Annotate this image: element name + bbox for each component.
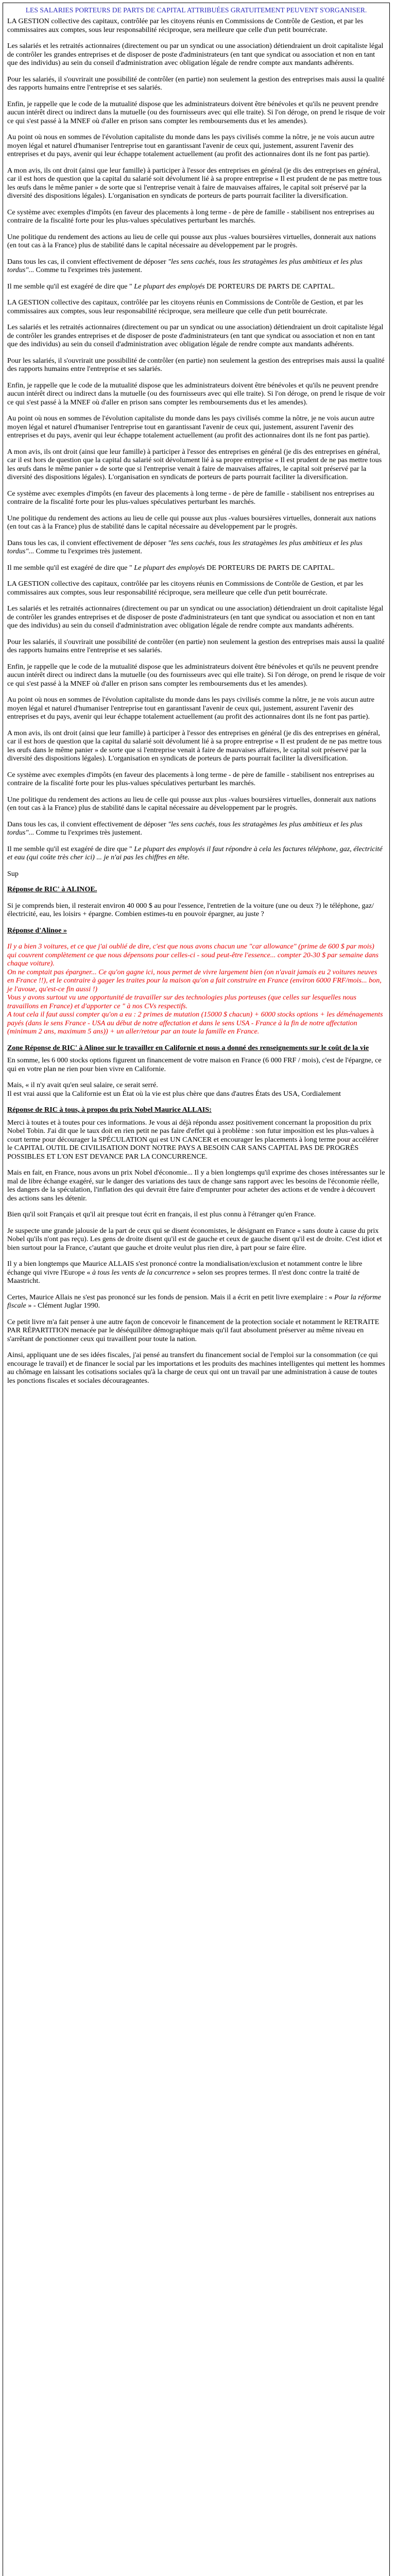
text-run: » - Clément Juglar 1990. — [26, 1301, 100, 1310]
paragraph: Ce système avec exemples d'impôts (en faveur des placements à long terme - de père de famille - stabilisent nos entreprises au contraire de la fiscalité forte pour les plus-values spéculatives perturbant les marchés. — [7, 770, 374, 787]
section-heading: Zone Réponse de RIC' à Alinoe sur le travailler en Californie et nous a donné des renseignements sur le coût de la vie — [7, 1043, 369, 1052]
paragraph: A mon avis, ils ont droit (ainsi que leur famille) à participer à l'essor des entreprises en général (je dis des entreprises en général, car il est hors de question que la capital du salarié soit dévolument lié à sa propre entreprise « Il est prudent de ne pas mettre tous les œufs dans le même panier » de sorte que si l'entreprise venait à faire de mauvaises affaires, le capital soit préservé par la diversité des dispositions légales). L'organisation en syndicats de porteurs de parts pourrait faciliter la diversification. — [7, 728, 382, 762]
paragraph: Au point où nous en sommes de l'évolution capitaliste du monde dans les pays civilisés comme la nôtre, je ne vois aucun autre moyen légal et naturel d'humaniser l'entreprise tout en garantissant l'avenir de ceux qui, justement, assurent l'avenir des entreprises et du pays, avenir qui leur échappe totalement actuellement (au profit des actionnaires dont ils ne font pas partie). — [7, 414, 374, 439]
answer-heading-text: Réponse de RIC' à ALINOE. — [7, 885, 97, 893]
paragraph: Enfin, je rappelle que le code de la mutualité dispose que les administrateurs doivent être bénévoles et qu'ils ne peuvent prendre aucun intérêt direct ou indirect dans la mutuelle (ou des fournisseurs avec qui elle traite). Si l'on déroge, on prend le risque de voir ce qui s'est passé à la MNEF où d'aller en prison sans compter les remboursements dus et les amendes). — [7, 99, 386, 125]
section-block-b — [7, 298, 385, 572]
paragraph: Au point où nous en sommes de l'évolution capitaliste du monde dans les pays civilisés comme la nôtre, je ne vois aucun autre moyen légal et naturel d'humaniser l'entreprise tout en garantissant l'avenir de ceux qui, justement, assurent l'avenir des entreprises et du pays, avenir qui leur échappe totalement actuellement (au profit des actionnaires dont ils ne font pas partie). — [7, 133, 374, 158]
paragraph — [7, 539, 385, 556]
paragraph: Ainsi, appliquant une de ses idées fiscales, j'ai pensé au transfert du financement social de l'emploi sur la consommation (ce qui encourage le travail) et de financer le social par les importations et les produits des machines intelligentes qui mettent les hommes au chômage en laissant les cotisations sociales qu'à la charge de ceux qui ont un travail par une administration à cause de toutes les ponctions fiscales et sociales décourageantes. — [7, 1351, 385, 1385]
paragraph: Les salariés et les retraités actionnaires (directement ou par un syndicat ou une association) détiendraient un droit capitaliste légal de contrôler les grandes entreprises et de disposer de poste d'administrateurs (en tant que syndicat ou association et non en tant que des individus) au sein du conseil d'administration avec obligation légale de rendre compte aux mandants adhérents. — [7, 323, 384, 348]
quote-italic: Le plupart des employés — [134, 563, 205, 572]
paragraph — [7, 282, 385, 291]
text-run: » selon ses propres termes. Il n'est donc contre la traité de Maastricht. — [7, 1268, 359, 1285]
paragraph: LA GESTION collective des capitaux, contrôlée par les citoyens réunis en Commissions de Contrôle de Gestion, et par les commissaires aux comptes, sous leur responsabilité réciproque, sera meilleure que celle d'un petit bourrécrate. — [7, 298, 364, 315]
text-run: Certes, Maurice Allais ne s'est pas prononcé sur les fonds de pension. Mais il a écrit en petit livre exemplaire : « — [7, 1293, 335, 1301]
paragraph: Pour les salariés, il s'ouvrirait une possibilité de contrôler (en partie) non seulement la gestion des entreprises mais aussi la qualité des rapports humains entre l'entreprise et ses salariés. — [7, 637, 385, 654]
section-allais — [7, 1106, 385, 1385]
quote-italic: "les sens cachés, tous les stratagèmes les plus ambitieux et les plus tordus" — [7, 538, 363, 555]
quote-italic: "les sens cachés, tous les stratagèmes les plus ambitieux et les plus tordus" — [7, 257, 363, 274]
quoted-reply — [7, 942, 385, 1036]
section-heading: Réponse de RIC à tous, à propos du prix Nobel Maurice ALLAIS: — [7, 1106, 212, 1114]
paragraph: LA GESTION collective des capitaux, contrôlée par les citoyens réunis en Commissions de Contrôle de Gestion, et par les commissaires aux comptes, sous leur responsabilité réciproque, sera meilleure que celle d'un petit bourrécrate. — [7, 17, 364, 34]
paragraph: Enfin, je rappelle que le code de la mutualité dispose que les administrateurs doivent être bénévoles et qu'ils ne peuvent prendre aucun intérêt direct ou indirect dans la mutuelle (ou des fournisseurs avec qui elle traite). Si l'on déroge, on prend le risque de voir ce qui s'est passé à la MNEF où d'aller en prison sans compter les remboursements dus et les amendes). — [7, 381, 386, 406]
reply-line: On ne comptait pas épargner... Ce qu'on gagne ici, nous permet de vivre largement bien (on n'avait jamais eu 2 voitures neuves en France !!), et le contraire à gager les traites pour la maison qu'on a fait construire en France (environ 6000 FRF/mois... bon, je l'avoue, qu'est-ce fin aussi !) — [7, 968, 382, 993]
text-run: Dans tous les cas, il convient effectivement de déposer — [7, 257, 168, 266]
quote-italic: à tous les vents de la concurrence — [92, 1268, 191, 1277]
quote-italic: Le plupart des employés — [134, 282, 205, 291]
paragraph: A mon avis, ils ont droit (ainsi que leur famille) à participer à l'essor des entreprises en général (je dis des entreprises en général, car il est hors de question que la capital du salarié soit dévolument lié à sa propre entreprise « Il est prudent de ne pas mettre tous les œufs dans le même panier » de sorte que si l'entreprise venait à faire de mauvaises affaires, le capital soit préservé par la diversité des dispositions légales). L'organisation en syndicats de porteurs de parts pourrait faciliter la diversification. — [7, 447, 382, 481]
paragraph — [7, 1293, 385, 1310]
paragraph: Les salariés et les retraités actionnaires (directement ou par un syndicat ou une association) détiendraient un droit capitaliste légal de contrôler les grandes entreprises et de disposer de poste d'administrateurs (en tant que syndicat ou association et non en tant que des individus) au sein du conseil d'administration avec obligation légale de rendre compte aux mandants adhérents. — [7, 604, 384, 630]
text-run: ... Comme tu l'exprimes très justement. — [28, 266, 142, 274]
text-run: ... Comme tu l'exprimes très justement. — [28, 547, 142, 555]
document-title: LES SALARIES PORTEURS DE PARTS DE CAPITAL ATTRIBUÉES GRATUITEMENT PEUVENT S'ORGANISER. — [25, 6, 367, 14]
paragraph: Ce système avec exemples d'impôts (en faveur des placements à long terme - de père de famille - stabilisent nos entreprises au contraire de la fiscalité forte pour les plus-values spéculatives perturbant les marchés. — [7, 208, 374, 225]
paragraph: Pour les salariés, il s'ouvrirait une possibilité de contrôler (en partie) non seulement la gestion des entreprises mais aussi la qualité des rapports humains entre l'entreprise et ses salariés. — [7, 75, 385, 92]
reply-line: Il y a bien 3 voitures, et ce que j'ai oublié de dire, c'est que nous avons chacun une "car allowance" (prime de 600 $ par mois) qui couvrent complètement ce que nous dépensons pour celles-ci - soud peut-être l'essence... compter 20-30 $ par semaine dans chaque voiture). — [7, 942, 379, 968]
paragraph: Enfin, je rappelle que le code de la mutualité dispose que les administrateurs doivent être bénévoles et qu'ils ne peuvent prendre aucun intérêt direct ou indirect dans la mutuelle (ou des fournisseurs avec qui elle traite). Si l'on déroge, on prend le risque de voir ce qui s'est passé à la MNEF où d'aller en prison sans compter les remboursements dus et les amendes). — [7, 662, 386, 688]
quote-italic: Le plupart des employés il faut répondre à cela les factures téléphone, gaz, électricité et eau (qui coûte très cher ici) ... je n'ai pas les chiffres en tête. — [7, 844, 383, 861]
paragraph — [7, 258, 385, 275]
text-run: Il me semble qu'il est exagéré de dire que " — [7, 844, 134, 853]
paragraph: Je suspecte une grande jalousie de la part de ceux qui se disent économistes, le désignant en France « sans doute à cause du prix Nobel qu'ils n'ont pas reçu). Les gens de droite disent qu'il est de gauche et ceux de gauche disent qu'il est de droite. C'est idiot et bien surtout pour la France, c'autant que gauche et droite veulut plus rien dire, à part pour se faire élire. — [7, 1226, 382, 1252]
paragraph — [7, 1260, 385, 1285]
paragraph: Merci à toutes et à toutes pour ces informations. Je vous ai déjà répondu assez positivement concernant la proposition du prix Nobel Tobin. J'ai dit que le taux doit en rien petit ne pas faire d'effet qui à problème : son futur imposition est les plus-values à court terme pour décourager la SPÉCULATION qui est UN CANCER et encourager les placements à long terme pour accélérer le CAPITAL OUTIL DE CIVILISATION DONT NOTRE PAYS A BESOIN CAR SANS CAPITAL PAS DE PROGRÈS POSSIBLES ET L'ON EST DEVANCE PAR LA CONCURRENCE. — [7, 1118, 379, 1161]
quote-italic: Pour la réforme fiscale — [7, 1293, 381, 1310]
reply-line: A tout cela il faut aussi compter qu'on a eu : 2 primes de mutation (15000 $ chacun) + 6000 stocks options + les déménagements payés (dans le sens France - USA au début de notre affectation et dans le sens USA - France à la fin de notre affectation (minimum 2 ans, maximum 5 ans)) + un aller/retour par an toute la famille en France. — [7, 1010, 383, 1036]
text-run: DE PORTEURS DE PARTS DE CAPITAL. — [204, 563, 335, 572]
paragraph: Ce petit livre m'a fait penser à une autre façon de concevoir le financement de la protection sociale et notamment le RETRAITE PAR RÉPARTITION menacée par le déséquilibre démographique mais qu'il faut absolument préserver au même niveau en s'arrêtant de ponctionner ceux qui travaillent pour toute la nation. — [7, 1317, 380, 1343]
paragraph — [7, 845, 385, 862]
text-run: DE PORTEURS DE PARTS DE CAPITAL. — [204, 282, 335, 291]
reply-line: Vous y avons surtout vu une opportunité de travailler sur des technologies plus porteuses (que celles sur lesquelles nous travaillons en France) et d'apporter ce " à nos CVs respectifs. — [7, 993, 356, 1010]
sub-heading — [7, 926, 385, 935]
text-run: Dans tous les cas, il convient effectivement de déposer — [7, 538, 168, 547]
text-run: Il y a bien longtemps que Maurice ALLAIS s'est prononcé contre la mondialisation/exclusion et notamment contre le libre échange qui vivre l'Europe « — [7, 1260, 363, 1277]
signature: Sup — [7, 869, 19, 878]
paragraph: Une politique du rendement des actions au lieu de celle qui pousse aux plus -values boursières virtuelles, donnerait aux nations (en tout cas à la France) plus de stabilité dans le capital nécessaire au développement par le progrès. — [7, 795, 376, 812]
answer-heading — [7, 885, 385, 894]
paragraph: Si je comprends bien, il resterait environ 40 000 $ au pour l'essence, l'entretien de la voiture (une ou deux ?) le téléphone, gaz/électricité, eau, les loisirs + épargne. Combien estimes-tu en pouvoir épargner, au juste ? — [7, 901, 374, 918]
paragraph: Il est vrai aussi que la Californie est un État où la vie est plus chère que dans d'autres États des USA, Cordialement — [7, 1089, 341, 1098]
text-run: ... Comme tu l'exprimes très justement. — [28, 828, 142, 837]
document-frame — [3, 3, 390, 2576]
paragraph: Bien qu'il soit Français et qu'il ait presque tout écrit en français, il est plus connu à l'étranger qu'en France. — [7, 1210, 316, 1218]
paragraph: Les salariés et les retraités actionnaires (directement ou par un syndicat ou une association) détiendraient un droit capitaliste légal de contrôler les grandes entreprises et de disposer de poste d'administrateurs (en tant que syndicat ou association et non en tant que des individus) au sein du conseil d'administration avec obligation légale de rendre compte aux mandants adhérents. — [7, 42, 384, 67]
section-answer — [7, 885, 385, 1036]
paragraph: Pour les salariés, il s'ouvrirait une possibilité de contrôler (en partie) non seulement la gestion des entreprises mais aussi la qualité des rapports humains entre l'entreprise et ses salariés. — [7, 356, 385, 373]
paragraph: Mais, « il n'y avait qu'en seul salaire, ce serait serré. — [7, 1081, 158, 1089]
text-run: Il me semble qu'il est exagéré de dire que " — [7, 282, 134, 291]
paragraph: LA GESTION collective des capitaux, contrôlée par les citoyens réunis en Commissions de Contrôle de Gestion, et par les commissaires aux comptes, sous leur responsabilité réciproque, sera meilleure que celle d'un petit bourrécrate. — [7, 580, 364, 597]
paragraph: Ce système avec exemples d'impôts (en faveur des placements à long terme - de père de famille - stabilisent nos entreprises au contraire de la fiscalité forte pour les plus-values spéculatives perturbant les marchés. — [7, 489, 374, 506]
paragraph: En somme, les 6 000 stocks options figurent un financement de votre maison en France (6 000 FRF / mois), c'est de l'épargne, ce qui en votre plan ne rien pour bien vivre en Californie. — [7, 1056, 382, 1073]
paragraph: Une politique du rendement des actions au lieu de celle qui pousse aux plus -values boursières virtuelles, donnerait aux nations (en tout cas à la France) plus de stabilité dans le capital nécessaire au développement par le progrès. — [7, 514, 376, 531]
section-block-c — [7, 580, 385, 878]
quote-italic: "les sens cachés, tous les stratagèmes les plus ambitieux et les plus tordus" — [7, 820, 363, 837]
paragraph: Une politique du rendement des actions au lieu de celle qui pousse aux plus -values boursières virtuelles, donnerait aux nations (en tout cas à la France) plus de stabilité dans le capital nécessaire au développement par le progrès. — [7, 232, 376, 249]
paragraph: A mon avis, ils ont droit (ainsi que leur famille) à participer à l'essor des entreprises en général (je dis des entreprises en général, car il est hors de question que la capital du salarié soit dévolument lié à sa propre entreprise « Il est prudent de ne pas mettre tous les œufs dans le même panier » de sorte que si l'entreprise venait à faire de mauvaises affaires, le capital soit préservé par la diversité des dispositions légales). L'organisation en syndicats de porteurs de parts pourrait faciliter la diversification. — [7, 166, 382, 200]
paragraph: Mais en fait, en France, nous avons un prix Nobel d'économie... Il y a bien longtemps qu'il exprime des choses intéressantes sur le mal de libre échange exagéré, sur le danger des variations des taux de change sans rapport avec les besoins de l'économie réelle, les dangers de la spéculation, l'inflation des qui devrait être faire d'emprunter pour acheter des actions et de vendre à découvert des actions sans les détenir. — [7, 1168, 385, 1202]
sub-heading-text: Réponse d'Alinoe » — [7, 926, 67, 935]
text-run: Il me semble qu'il est exagéré de dire que " — [7, 563, 134, 572]
section-california — [7, 1044, 385, 1098]
paragraph — [7, 820, 385, 837]
text-run: Dans tous les cas, il convient effectivement de déposer — [7, 820, 168, 828]
paragraph — [7, 564, 385, 572]
section-block-a — [7, 17, 385, 291]
paragraph: Au point où nous en sommes de l'évolution capitaliste du monde dans les pays civilisés comme la nôtre, je ne vois aucun autre moyen légal et naturel d'humaniser l'entreprise tout en garantissant l'avenir de ceux qui, justement, assurent l'avenir des entreprises et du pays, avenir qui leur échappe totalement actuellement (au profit des actionnaires dont ils ne font pas partie). — [7, 696, 374, 721]
